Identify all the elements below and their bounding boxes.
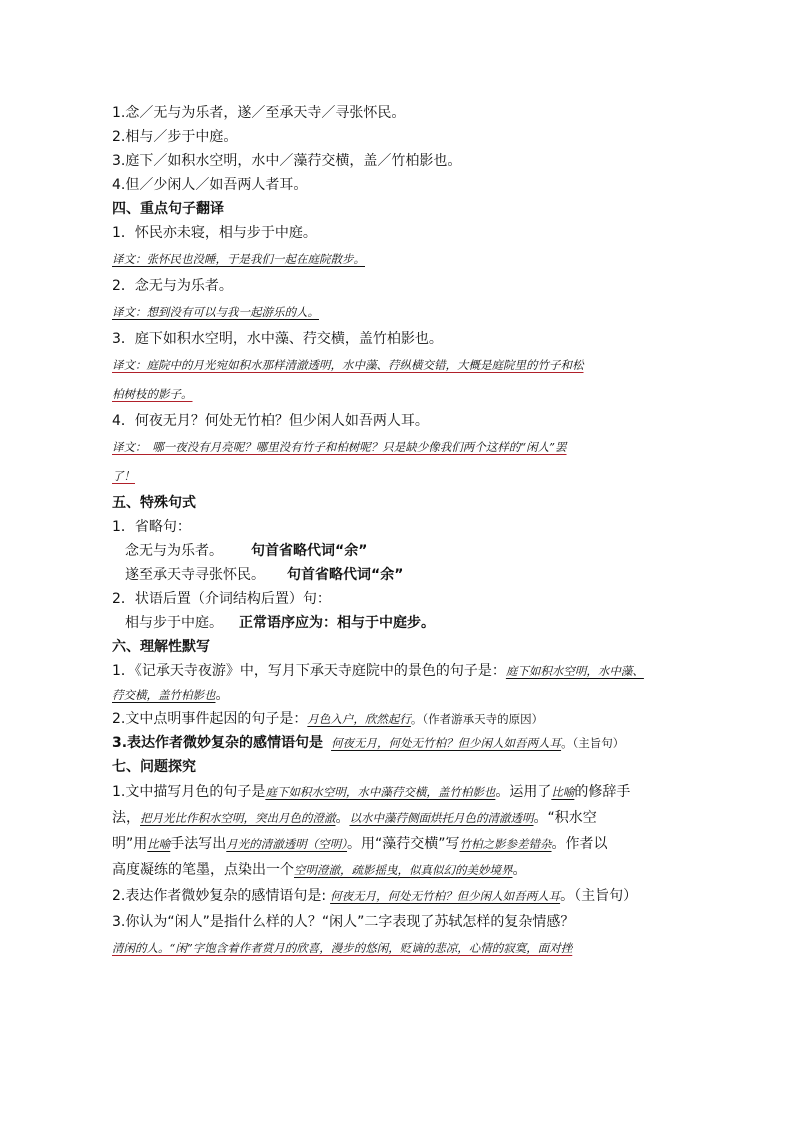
paragraph-line: [112, 857, 684, 883]
paragraph-line: [112, 779, 684, 805]
section-heading: 七、问题探究: [112, 759, 196, 775]
inquiry-paragraph: [112, 779, 684, 961]
example-line: [112, 563, 684, 587]
question-text: 3．庭下如积水空明，水中藻、荇交横，盖竹柏影也。: [112, 331, 443, 347]
paragraph-text: 手法写出: [170, 836, 227, 852]
question-text: 2．念无与为乐者。: [112, 278, 233, 294]
question-text: 1．怀民亦未寝，相与步于中庭。: [112, 225, 317, 241]
answer-text: 庭下如积水空明，水中藻荇交横，盖竹柏影也: [265, 785, 496, 799]
recitation-question: [112, 683, 684, 707]
text-line: 2.相与／步于中庭。: [112, 129, 238, 145]
paragraph-line: [112, 805, 684, 831]
example-note: 句首省略代词“余”: [287, 567, 404, 583]
text-line: 4.但／少闲人／如吾两人者耳。: [112, 177, 308, 193]
paragraph-text: 。（主旨句）: [560, 888, 638, 904]
example-sentence: 念无与为乐者。: [125, 543, 223, 559]
answer-text: 庭下如积水空明，水中藻、: [505, 664, 644, 678]
paragraph-text: 。作者以: [551, 836, 608, 852]
answer-text: 比喻: [551, 785, 575, 799]
paragraph-text: 。: [512, 862, 527, 878]
question-text: 3.表达作者微妙复杂的感情语句是: [112, 735, 324, 751]
question-text: 1．《记承天寺夜游》中，写月下承天寺庭院中的景色的句子是：: [112, 663, 506, 679]
answer-text: 以水中藻荇侧面烘托月色的清澈透明: [349, 811, 534, 825]
answer-text: 空明澄澈，疏影摇曳，似真似幻的美妙境界: [294, 863, 513, 877]
paragraph-text: 的修辞手: [574, 784, 631, 800]
translation-answer: 译文：张怀民也没睡，于是我们一起在庭院散步。: [112, 252, 365, 266]
example-sentence: 相与步于中庭。: [125, 615, 223, 631]
answer-text: 月光的清澈透明（空明）: [226, 837, 348, 851]
translation-answer: 了！: [112, 469, 135, 483]
recitation-question: [112, 731, 684, 755]
translation-answer: 柏树枝的影子。: [112, 387, 193, 401]
paragraph-line: [112, 883, 684, 909]
translation-answer: 译文： 哪一夜没有月亮呢？哪里没有竹子和柏树呢？只是缺少像我们两个这样的“闲人”罢: [112, 440, 567, 454]
answer-text: 竹柏之影参差错杂: [459, 837, 552, 851]
paragraph-text: 法，: [112, 810, 140, 826]
question-text: 3.你认为“闲人”是指什么样的人？“闲人”二字表现了苏轼怎样的复杂情感？: [112, 914, 575, 930]
answer-text: 比喻: [147, 837, 171, 851]
question-text: 1．省略句：: [112, 519, 191, 535]
answer-line: [112, 935, 684, 961]
paragraph-text: 。: [335, 810, 350, 826]
recitation-question: [112, 659, 684, 683]
question-text: 。: [215, 687, 230, 703]
example-line: [112, 611, 684, 635]
question-note: 。（作者游承天寺的原因）: [410, 712, 544, 726]
example-note: 正常语序应为：相与于中庭步。: [239, 615, 435, 631]
text-line: 3.庭下／如积水空明，水中／藻荇交横，盖／竹柏影也。: [112, 153, 462, 169]
answer-text: 荇交横，盖竹柏影也: [112, 688, 216, 702]
paragraph-text: 。用“藻荇交横”写: [347, 836, 460, 852]
translation-answer: 译文：庭院中的月光宛如积水那样清澈透明，水中藻、荇纵横交错，大概是庭院里的竹子和松: [112, 358, 584, 372]
paragraph-text: 。运用了: [495, 784, 552, 800]
question-text: 4．何夜无月？何处无竹柏？但少闲人如吾两人耳。: [112, 413, 429, 429]
answer-text: 何夜无月，何处无竹柏？但少闲人如吾两人耳: [331, 736, 562, 750]
section-heading: 六、理解性默写: [112, 639, 210, 655]
paragraph-text: 1.文中描写月色的句子是: [112, 784, 266, 800]
paragraph-text: 明”用: [112, 836, 148, 852]
paragraph-text: 。“积水空: [533, 810, 597, 826]
question-text: 2.文中点明事件起因的句子是：: [112, 711, 308, 727]
text-line: 1.念／无与为乐者，遂／至承天寺／寻张怀民。: [112, 105, 406, 121]
question-note: 。（主旨句）: [561, 736, 625, 750]
recitation-question: [112, 707, 684, 731]
example-note: 句首省略代词“余”: [251, 543, 368, 559]
section-heading: 四、重点句子翻译: [112, 201, 224, 217]
translation-answer: 译文：想到没有可以与我一起游乐的人。: [112, 305, 319, 319]
paragraph-text: 高度凝练的笔墨，点染出一个: [112, 862, 294, 878]
section-heading: 五、特殊句式: [112, 495, 196, 511]
answer-text: 何夜无月，何处无竹柏？但少闲人如吾两人耳: [330, 889, 561, 903]
answer-text: 月色入户，欣然起行: [307, 712, 411, 726]
document-body: [112, 101, 684, 961]
answer-text: 清闲的人。“闲”字饱含着作者赏月的欣喜，漫步的悠闲，贬谪的悲凉，心情的寂寞，面对挫: [112, 941, 573, 955]
paragraph-line: [112, 831, 684, 857]
question-text: 2．状语后置（介词结构后置）句：: [112, 591, 331, 607]
example-sentence: 遂至承天寺寻张怀民。: [125, 567, 265, 583]
example-line: [112, 539, 684, 563]
paragraph-text: 2.表达作者微妙复杂的感情语句是:: [112, 888, 327, 904]
answer-text: 把月光比作积水空明，突出月色的澄澈: [140, 811, 336, 825]
